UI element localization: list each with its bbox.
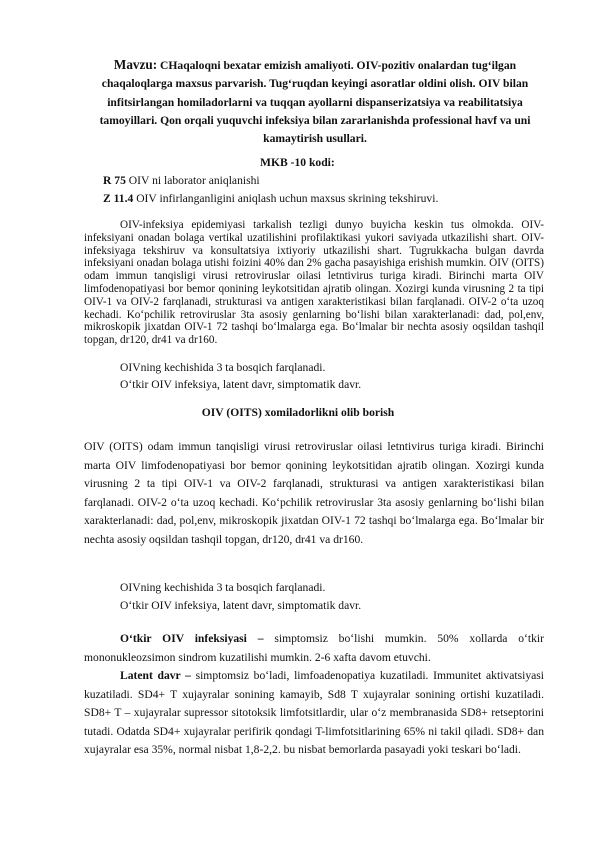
mkb-code: R 75 [103,174,126,187]
intro-paragraph: OIV-infeksiya epidemiyasi tarkalish tezligi dunyo buyicha keskin tus olmokda. OIV- infeksiyani onadan bolaga vertikal uzatilishini profilaktikasi yukori saviyada utkazilishi shart. OIV-infeksiyaga tekshiruv va konsultatsiya ixtiyoriy utkazilishi shart. Tugrukkacha bulgan davrda infeksiyani onadan bolaga utishi foizini 40% dan 2% gacha pasayishiga erishish mumkin. OIV (OITS) odam immun tanqisligi virusi retroviruslar oilasi letntivirus turiga kiradi. Birinchi marta OIV limfodenopatiyasi bor bemor qonining leykotsitidan ajratib olingan. Xozirgi kunda virusning 2 ta tipi OIV-1 va OIV-2 farqlanadi, strukturasi va antigen xarakteristikasi bilan farqlanadi. OIV-2 o‘ta uzoq kechadi. Ko‘pchilik retroviruslar 3ta asosiy genlarning bo‘lishi bilan xarakterlanadi: dad, pol,env, mikroskopik jixatdan OIV-1 72 tashqi bo‘lmalarga ega. Bo‘lmalar bir nechta asosiy oqsildan tashqil topgan, dr120, dr41 va dr160. [84,219,544,347]
mkb-description: OIV infirlanganligini aniqlash uchun maxsus skrining tekshiruvi. [136,192,439,205]
topic-label: Mavzu: [113,57,158,72]
term-label: O‘tkir OIV infeksiyasi – [120,632,264,645]
mkb-code: Z 11.4 [103,192,134,205]
section-paragraph: OIV (OITS) odam immun tanqisligi virusi retroviruslar oilasi letntivirus turiga kiradi. Birinchi marta OIV limfodenopatiyasi bor bemor qonining leykotsitidan ajratib olingan. Xozirgi kunda virusning 2 ta tipi OIV-1 va OIV-2 farqlanadi, strukturasi va antigen xarakteristikasi bilan farqlanadi. OIV-2 o‘ta uzoq kechadi. Ko‘pchilik retroviruslar 3ta asosiy genlarning bo‘lishi bilan xarakterlanadi: dad, pol,env, mikroskopik jixatdan OIV-1 72 tashqi bo‘lmalarga ega. Bo‘lmalar bir nechta asosiy oqsildan tashqil topgan, dr120, dr41 va dr160. [84,440,544,546]
term-text: simptomsiz bo‘lishi mumkin. 50% xollarda o‘tkir mononukleozsimon sindrom kuzatilishi mumkin. 2-6 xafta davom etuvchi. [84,632,544,664]
mkb-heading: MKB -10 kodi: [260,156,335,169]
section-heading: OIV (OITS) xomiladorlikni olib borish [201,406,395,419]
text-line: OIVning kechishida 3 ta bosqich farqlanadi. [120,581,326,594]
term-text: simptomsiz bo‘ladi, limfoadenopatiya kuzatiladi. Immunitet aktivatsiyasi kuzatiladi. SD4+ T xujayralar sonining kamayib, Sd8 T xujayralar sonining ortishi kuzatiladi. SD8+ T – xujayralar supressor sitotoksik limfotsitlardir, ular o‘z membranasida SD8+ retseptorini tutadi. Odatda SD4+ xujayralar perifirik qondagi T-limfotsitlarining 65% ni takil qiladi. SD8+ dan xujayralar esa 35%, normal nisbat 1,8-2,2. bu nisbat bemorlarda pasayadi yoki teskari bo‘ladi. [84,669,544,757]
text-line: O‘tkir OIV infeksiya, latent davr, simptomatik davr. [120,599,362,612]
mkb-code-row [103,174,260,187]
topic-text: CHaqaloqni bexatar emizish amaliyoti. OIV-pozitiv onalardan tug‘ilgan chaqaloqlarga maxsus parvarish. Tug‘ruqdan keyingi asoratlar oldini olish. OIV bilan infitsirlangan homiladorlarni va tuqqan ayollarni dispanserizatsiya va reabilitatsiya tamoyillari. Qon orqali yuquvchi infeksiya bilan zararlanishda professional havf va uni kamaytirish usullari. [99,59,531,146]
page-title [90,56,540,148]
mkb-code-row [103,192,438,205]
text-line: O‘tkir OIV infeksiya, latent davr, simptomatik davr. [120,378,362,391]
mkb-description: OIV ni laborator aniqlanishi [128,174,260,187]
latent-period-paragraph [84,667,544,760]
acute-infection-paragraph [84,630,544,667]
text-line: OIVning kechishida 3 ta bosqich farqlanadi. [120,361,326,374]
term-label: Latent davr – [120,669,191,682]
